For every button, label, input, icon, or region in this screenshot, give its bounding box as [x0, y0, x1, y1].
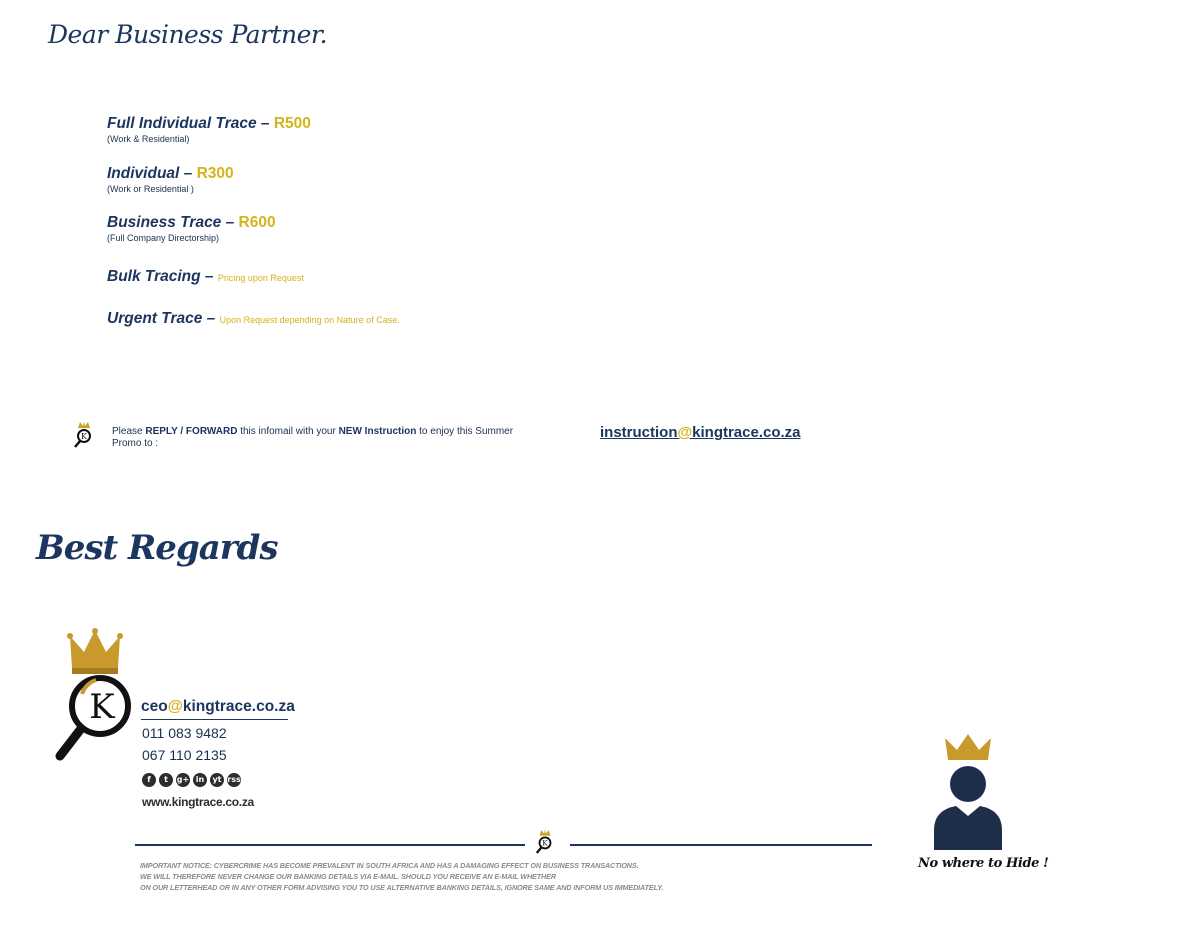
social-links — [142, 773, 241, 787]
svg-text:K: K — [542, 838, 548, 848]
notice-line: ON OUR LETTERHEAD OR IN ANY OTHER FORM ADVISING YOU TO USE ALTERNATIVE BANKING DETAILS, IGNORE SAME AND INFORM US IMMEDIATELY. — [140, 883, 664, 892]
footer-rule-right — [570, 844, 872, 846]
price-subtitle: (Work or Residential ) — [107, 184, 194, 194]
phone-number-2[interactable]: 067 110 2135 — [142, 747, 227, 763]
price-subtitle: (Work & Residential) — [107, 134, 190, 144]
price-value: R600 — [238, 214, 276, 231]
price-note: Upon Request depending on Nature of Case. — [219, 315, 400, 325]
svg-text:K: K — [81, 432, 87, 441]
logo-letter: K — [89, 687, 115, 727]
signature-divider — [141, 719, 288, 720]
promo-text: Please REPLY / FORWARD this infomail with your NEW Instruction to enjoy this Summer Promo to : — [112, 426, 514, 449]
linkedin-icon[interactable]: in — [193, 773, 207, 787]
price-item-business: Business Trace – R600 (Full Company Directorship) — [107, 214, 276, 243]
price-item-full-individual: Full Individual Trace – R500 (Work & Residential) — [107, 115, 311, 144]
footer-rule-left — [135, 844, 525, 846]
price-title: Urgent Trace — [107, 310, 203, 327]
rss-icon[interactable]: rss — [227, 773, 241, 787]
crown-magnifier-icon — [72, 420, 96, 450]
closing-text: Best Regards — [36, 528, 278, 568]
notice-line: WE WILL THEREFORE NEVER CHANGE OUR BANKING DETAILS VIA E-MAIL. SHOULD YOU RECEIVE AN E-MAIL WHETHER — [140, 872, 556, 881]
google-plus-icon[interactable]: g+ — [176, 773, 190, 787]
signature-email-link[interactable]: ceo@kingtrace.co.za — [141, 698, 295, 715]
price-item-urgent: Urgent Trace – Upon Request depending on Nature of Case. — [107, 310, 400, 327]
price-title: Business Trace — [107, 214, 222, 231]
notice-line: IMPORTANT NOTICE: CYBERCRIME HAS BECOME PREVALENT IN SOUTH AFRICA AND HAS A DAMAGING EFFECT ON BUSINESS TRANSACTIONS. — [140, 861, 639, 870]
price-note: Pricing upon Request — [217, 273, 304, 283]
price-value: R500 — [273, 115, 311, 132]
price-value: R300 — [196, 165, 234, 182]
crowned-person-icon — [928, 734, 1008, 854]
facebook-icon[interactable]: f — [142, 773, 156, 787]
tagline: No where to Hide ! — [918, 856, 1049, 871]
price-item-bulk: Bulk Tracing – Pricing upon Request — [107, 268, 304, 285]
instruction-email-link[interactable]: instruction@kingtrace.co.za — [600, 424, 801, 441]
twitter-icon[interactable]: t — [159, 773, 173, 787]
kingtrace-logo-icon — [52, 628, 138, 764]
price-item-individual: Individual – R300 (Work or Residential ) — [107, 165, 234, 194]
crown-magnifier-icon — [534, 828, 556, 856]
price-title: Full Individual Trace — [107, 115, 257, 132]
price-title: Bulk Tracing — [107, 268, 201, 285]
price-title: Individual — [107, 165, 180, 182]
important-notice — [140, 860, 900, 893]
greeting: Dear Business Partner. — [48, 20, 328, 49]
youtube-icon[interactable]: yt — [210, 773, 224, 787]
phone-number-1[interactable]: 011 083 9482 — [142, 725, 227, 741]
website-link[interactable]: www.kingtrace.co.za — [142, 795, 254, 809]
price-subtitle: (Full Company Directorship) — [107, 233, 220, 243]
